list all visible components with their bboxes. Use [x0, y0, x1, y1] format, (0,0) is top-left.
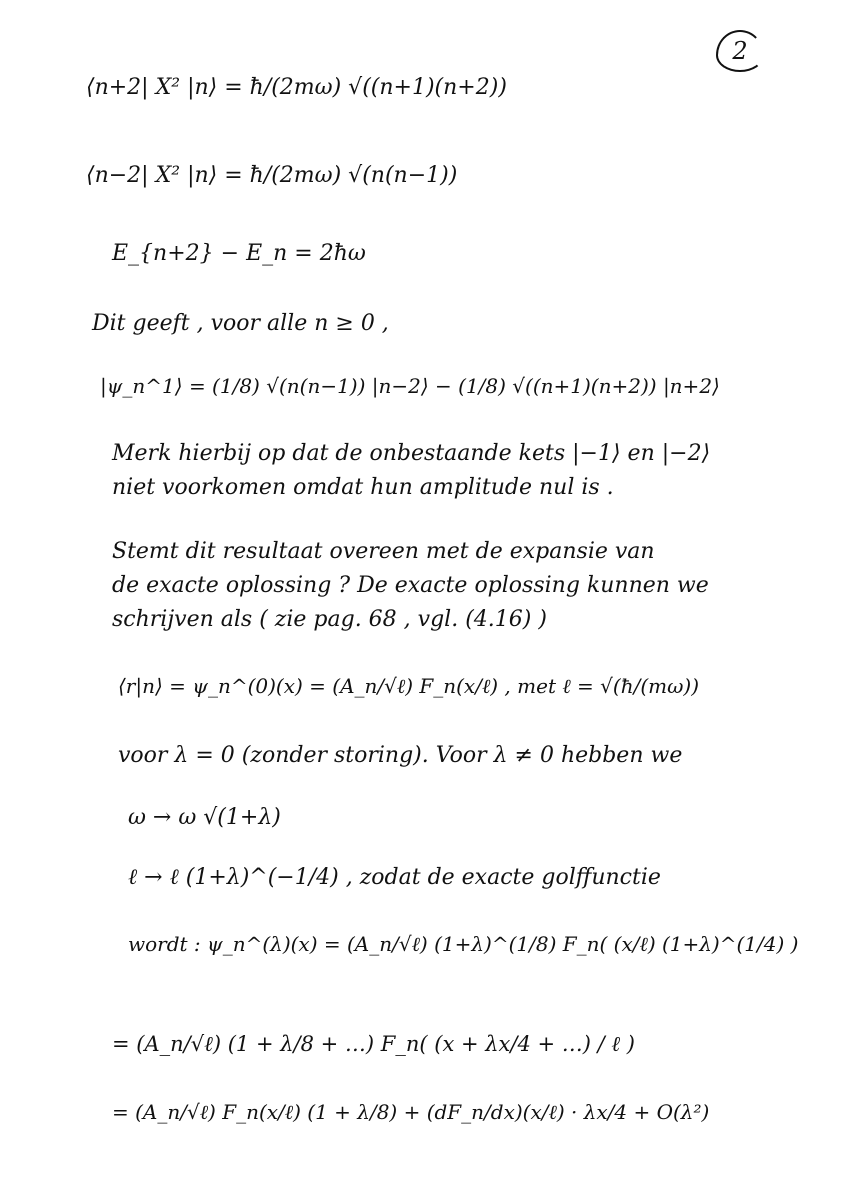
equation-exact-perturbed: wordt : ψ_n^(λ)(x) = (A_n/√ℓ) (1+λ)^(1/8) F_n( (x/ℓ) (1+λ)^(1/4) )	[128, 932, 799, 956]
equation-psi-first-order: |ψ_n^1⟩ = (1/8) √(n(n−1)) |n−2⟩ − (1/8) √((n+1)(n+2)) |n+2⟩	[100, 374, 720, 398]
equation-energy-difference: E_{n+2} − E_n = 2ħω	[112, 241, 366, 266]
prose-stemt-dit: Stemt dit resultaat overeen met de expansie van	[112, 539, 655, 564]
equation-exact-unperturbed: ⟨r|n⟩ = ψ_n^(0)(x) = (A_n/√ℓ) F_n(x/ℓ) , met ℓ = √(ħ/(mω))	[118, 674, 699, 698]
prose-merk-hierbij: Merk hierbij op dat de onbestaande kets |−1⟩ en |−2⟩	[112, 441, 711, 466]
prose-dit-geeft: Dit geeft , voor alle n ≥ 0 ,	[92, 311, 389, 336]
equation-n-minus-2: ⟨n−2| X² |n⟩ = ħ/(2mω) √(n(n−1))	[86, 163, 458, 188]
equation-expansion-step-2: = (A_n/√ℓ) F_n(x/ℓ) (1 + λ/8) + (dF_n/dx)(x/ℓ) · λx/4 + O(λ²)	[112, 1100, 710, 1124]
prose-exacte-oplossing: de exacte oplossing ? De exacte oplossing kunnen we	[112, 573, 709, 598]
equation-ell-mapping: ℓ → ℓ (1+λ)^(−1/4) , zodat de exacte golffunctie	[128, 865, 661, 890]
prose-niet-voorkomen: niet voorkomen omdat hun amplitude nul is .	[112, 475, 614, 500]
prose-schrijven-als: schrijven als ( zie pag. 68 , vgl. (4.16) )	[112, 607, 547, 632]
page-number: 2	[716, 30, 764, 72]
prose-voor-lambda: voor λ = 0 (zonder storing). Voor λ ≠ 0 hebben we	[118, 743, 683, 768]
equation-n-plus-2: ⟨n+2| X² |n⟩ = ħ/(2mω) √((n+1)(n+2))	[86, 75, 507, 100]
equation-omega-mapping: ω → ω √(1+λ)	[128, 805, 281, 830]
equation-expansion-step-1: = (A_n/√ℓ) (1 + λ/8 + …) F_n( (x + λx/4 + …) / ℓ )	[112, 1032, 636, 1056]
